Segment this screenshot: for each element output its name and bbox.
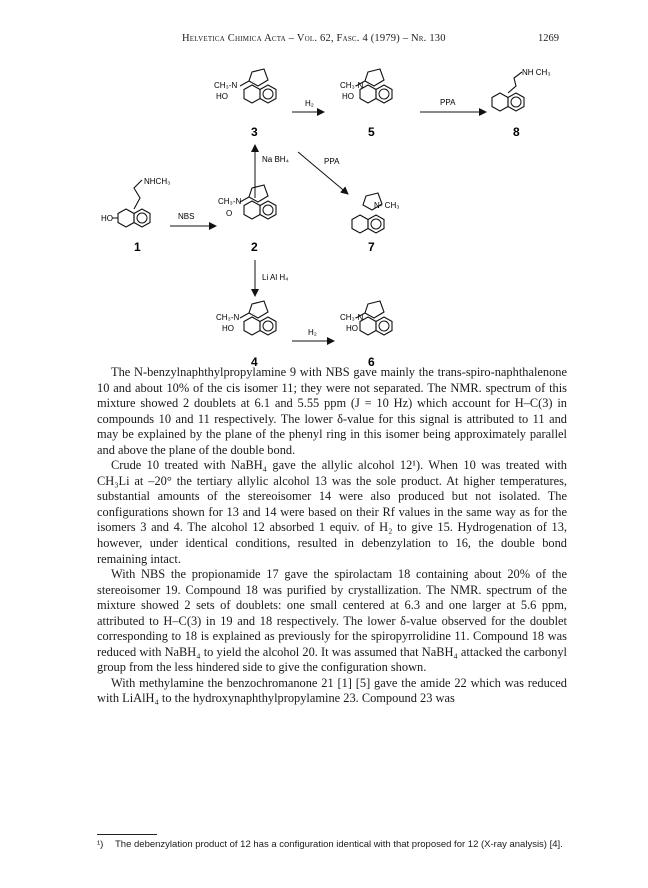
structure-3 xyxy=(214,69,276,139)
compound-label-3: 3 xyxy=(251,125,258,139)
footnote-rule xyxy=(97,834,157,835)
paragraph-3: With NBS the propionamide 17 gave the spirolactam 18 containing about 20% of the stereoisomer 19. Compound 18 was purified by crystallization. The NMR. spectrum of the mixture showed 2 sets of doublets: one small centered at 6.3 and one larger at 5.6 ppm, attributed to H–C(3) in 19 and 18 respectively. The lower δ-value observed for the doublet corresponding to 18 is explained as previously for the spiropyrrolidine 11. Compound 18 was reduced with NaBH₄ to yield the alcohol 20. It was assumed that NaBH₄ attacked the carbonyl group from the less hindered side to give the configuration shown. xyxy=(97,567,567,675)
label-ch3n-6: CH₃-N xyxy=(340,313,364,322)
footnote xyxy=(97,839,567,851)
label-ho-4: HO xyxy=(222,324,234,333)
arrow-2-to-7 xyxy=(298,152,348,194)
reagent-ppa-b: PPA xyxy=(324,157,340,166)
structure-1 xyxy=(101,177,170,254)
label-nhch3-1: NHCH₃ xyxy=(144,177,171,186)
compound-label-7: 7 xyxy=(368,240,375,254)
reagent-h2-a: H₂ xyxy=(305,99,314,108)
compound-label-1: 1 xyxy=(134,240,141,254)
reaction-scheme xyxy=(0,48,648,368)
structure-4 xyxy=(216,301,276,368)
scheme-drawing xyxy=(0,48,648,368)
compound-label-5: 5 xyxy=(368,125,375,139)
paragraph-1: The N-benzylnaphthylpropylamine 9 with NBS gave mainly the trans-spiro-naphthalenone 10 and about 10% of the cis isomer 11; they were not separated. The NMR. spectrum of this mixture showed 2 doublets at 6.1 and 5.55 ppm (J = 10 Hz) which account for H–C(3) in compounds 10 and 11 respectively. The lower δ-value for this signal is attributed to 11 and may be explained by the plane of the phenyl ring in this isomer being approximately parallel and above the plane of the double bond. xyxy=(97,365,567,457)
paragraph-4: With methylamine the benzochromanone 21 [1] [5] gave the amide 22 which was reduced with LiAlH₄ to the hydroxynaphthylpropylamine 23. Compound 23 was xyxy=(97,675,567,706)
running-header xyxy=(0,33,648,49)
compound-label-4: 4 xyxy=(251,355,258,368)
label-ho-6: HO xyxy=(346,324,358,333)
reagent-h2-b: H₂ xyxy=(308,328,317,337)
structure-2 xyxy=(218,185,276,254)
structure-7 xyxy=(352,193,399,254)
compound-label-2: 2 xyxy=(251,240,258,254)
compound-label-6: 6 xyxy=(368,355,375,368)
paragraph-2: Crude 10 treated with NaBH₄ gave the allylic alcohol 12¹). When 10 was treated with CH₃Li at –20° the tertiary allylic alcohol 13 was the sole product. At higher temperatures, substantial amounts of the stereoisomer 14 were also produced but not isolated. The configurations shown for 13 and 14 were based on their Rf values in the same way as for the isomers 3 and 4. The alcohol 12 absorbed 1 equiv. of H₂ to give 15. Hydrogenation of 13, however, under identical conditions, resulted in debenzylation to 16, the double bond remaining intact. xyxy=(97,458,567,566)
structure-6 xyxy=(340,301,392,368)
journal-citation: Helvetica Chimica Acta – Vol. 62, Fasc. 4 (1979) – Nr. 130 xyxy=(182,33,446,44)
page-number: 1269 xyxy=(538,33,559,44)
label-ch3n-4: CH₃-N xyxy=(216,313,240,322)
structure-5 xyxy=(340,69,392,139)
label-ch3n-2: CH₃-N xyxy=(218,197,242,206)
label-ch3n-5: CH₃-N xyxy=(340,81,364,90)
label-ho-1: HO xyxy=(101,214,113,223)
label-nhch3-8: NH CH₃ xyxy=(522,68,551,77)
structure-8 xyxy=(492,68,551,139)
body-text xyxy=(97,365,567,707)
footnote-mark: ¹) xyxy=(97,839,104,850)
compound-label-8: 8 xyxy=(513,125,520,139)
reagent-ppa-a: PPA xyxy=(440,98,456,107)
label-nch3-7: N- CH₃ xyxy=(374,201,400,210)
reagent-nbs: NBS xyxy=(178,212,195,221)
reagent-lialh4: Li Al H₄ xyxy=(262,273,289,282)
label-ho-3: HO xyxy=(216,92,228,101)
footnote-text: The debenzylation product of 12 has a configuration identical with that proposed for 12 (X-ray analysis) [4]. xyxy=(115,839,563,850)
label-o-2: O xyxy=(226,209,233,218)
label-ho-5: HO xyxy=(342,92,354,101)
label-ch3n-3: CH₃-N xyxy=(214,81,238,90)
reagent-nabh4: Na BH₄ xyxy=(262,155,289,164)
